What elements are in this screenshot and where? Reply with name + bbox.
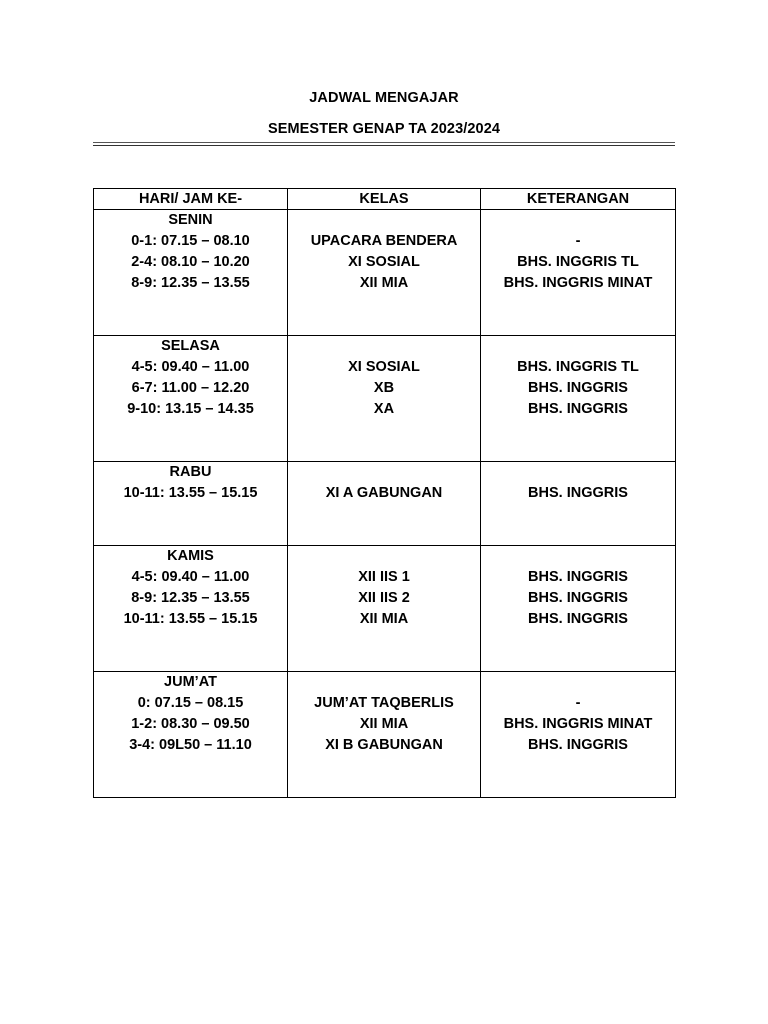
note-text: - [575, 695, 581, 711]
schedule-table [93, 188, 676, 798]
note-text: BHS. INGGRIS [528, 401, 628, 417]
time-slot: 6-7: 11.00 – 12.20 [131, 380, 250, 396]
class-name: XA [373, 401, 395, 417]
day-time-cell [94, 210, 288, 336]
time-slot: 2-4: 08.10 – 10.20 [131, 254, 250, 270]
time-slot: 0: 07.15 – 08.15 [137, 695, 244, 711]
note-text: BHS. INGGRIS [528, 569, 628, 585]
class-name: XI A GABUNGAN [325, 485, 443, 501]
note-text: BHS. INGGRIS [528, 485, 628, 501]
table-row [94, 336, 676, 462]
day-label: SENIN [168, 212, 213, 228]
day-time-cell [94, 462, 288, 546]
time-slot: 8-9: 12.35 – 13.55 [131, 590, 250, 606]
class-name: XII MIA [359, 716, 409, 732]
document-title: JADWAL MENGAJAR [309, 90, 459, 106]
class-name: XII MIA [359, 611, 409, 627]
day-time-cell [94, 672, 288, 798]
time-slot: 9-10: 13.15 – 14.35 [127, 401, 254, 417]
day-label: RABU [169, 464, 212, 480]
document-subtitle: SEMESTER GENAP TA 2023/2024 [267, 121, 501, 137]
class-cell [288, 336, 481, 462]
title-divider-top [93, 142, 675, 143]
day-label: JUM’AT [164, 674, 217, 690]
class-cell [288, 546, 481, 672]
class-cell [288, 672, 481, 798]
notes-cell [481, 672, 676, 798]
notes-cell [481, 462, 676, 546]
class-name: XII MIA [359, 275, 409, 291]
table-row [94, 210, 676, 336]
class-name: XII IIS 1 [358, 569, 410, 585]
class-name: XII IIS 2 [358, 590, 410, 606]
notes-cell [481, 336, 676, 462]
time-slot: 10-11: 13.55 – 15.15 [123, 611, 258, 627]
header-day-time: HARI/ JAM KE- [94, 189, 288, 210]
class-name: XI SOSIAL [348, 254, 420, 270]
title-divider-bottom [93, 145, 675, 146]
note-text: BHS. INGGRIS TL [517, 359, 639, 375]
note-text: BHS. INGGRIS [528, 380, 628, 396]
table-header-row [94, 189, 676, 210]
note-text: - [575, 233, 581, 249]
time-slot: 0-1: 07.15 – 08.10 [131, 233, 250, 249]
table-row [94, 462, 676, 546]
note-text: BHS. INGGRIS MINAT [503, 716, 653, 732]
class-name: XB [373, 380, 395, 396]
day-time-cell [94, 546, 288, 672]
time-slot: 8-9: 12.35 – 13.55 [131, 275, 250, 291]
note-text: BHS. INGGRIS MINAT [503, 275, 653, 291]
notes-cell [481, 210, 676, 336]
note-text: BHS. INGGRIS [528, 611, 628, 627]
day-time-cell [94, 336, 288, 462]
class-cell [288, 210, 481, 336]
class-name: XI SOSIAL [348, 359, 420, 375]
header-notes: KETERANGAN [481, 189, 676, 210]
class-name: JUM’AT TAQBERLIS [314, 695, 454, 711]
header-class: KELAS [288, 189, 481, 210]
table-row [94, 672, 676, 798]
note-text: BHS. INGGRIS TL [517, 254, 639, 270]
time-slot: 4-5: 09.40 – 11.00 [131, 569, 250, 585]
note-text: BHS. INGGRIS [528, 737, 628, 753]
notes-cell [481, 546, 676, 672]
time-slot: 1-2: 08.30 – 09.50 [131, 716, 250, 732]
day-label: SELASA [161, 338, 220, 354]
time-slot: 10-11: 13.55 – 15.15 [123, 485, 258, 501]
class-name: UPACARA BENDERA [310, 233, 458, 249]
table-row [94, 546, 676, 672]
class-name: XI B GABUNGAN [325, 737, 443, 753]
time-slot: 4-5: 09.40 – 11.00 [131, 359, 250, 375]
note-text: BHS. INGGRIS [528, 590, 628, 606]
class-cell [288, 462, 481, 546]
day-label: KAMIS [167, 548, 214, 564]
time-slot: 3-4: 09L50 – 11.10 [129, 737, 252, 753]
